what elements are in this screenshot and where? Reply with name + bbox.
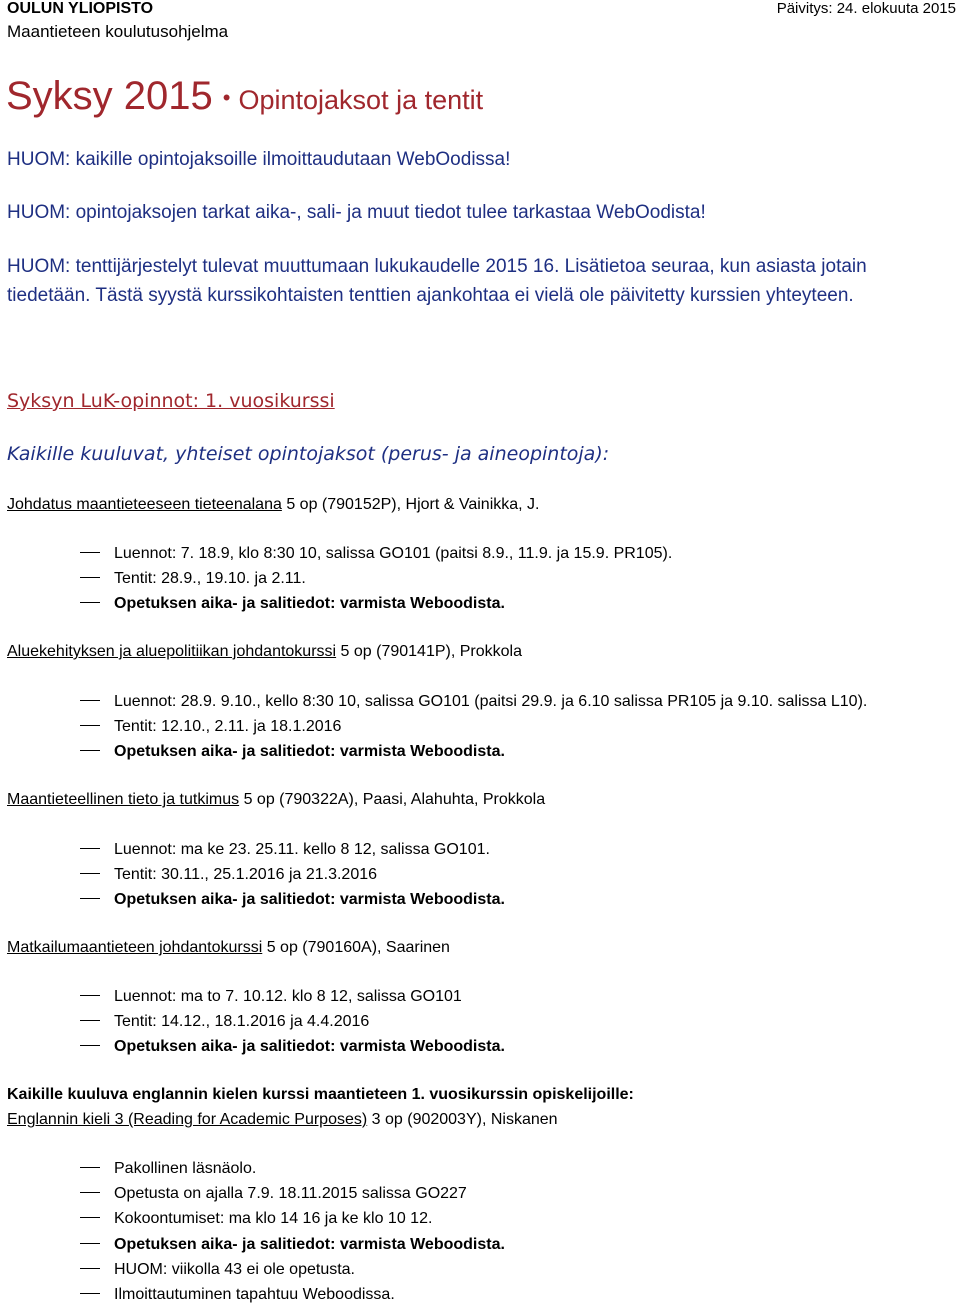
list-item: [80, 986, 462, 1008]
list-item-text: Opetuksen aika- ja salitiedot: varmista Weboodista.: [114, 595, 505, 612]
notice-enroll: HUOM: kaikille opintojaksoille ilmoittaudutaan WebOodissa!: [7, 149, 511, 170]
list-item-text: Luennot: 7. 18.9, klo 8:30 10, salissa GO101 (paitsi 8.9., 11.9. ja 15.9. PR105).: [114, 545, 673, 562]
list-item: [80, 1208, 433, 1230]
program-name: Maantieteen koulutusohjelma: [7, 22, 229, 41]
dash-bullet: [80, 848, 100, 849]
dash-bullet: [80, 750, 100, 751]
list-item: [80, 543, 673, 565]
dash-bullet: [80, 1167, 100, 1168]
list-item: [80, 1158, 257, 1180]
course-details: 5 op (790160A), Saarinen: [262, 939, 450, 956]
course-name: Matkailumaantieteen johdantokurssi: [7, 939, 263, 956]
course-details: 5 op (790141P), Prokkola: [336, 643, 522, 660]
dash-bullet: [80, 1020, 100, 1021]
dash-bullet: [80, 552, 100, 553]
dash-bullet: [80, 700, 100, 701]
title-bullet: •: [222, 85, 231, 110]
dash-bullet: [80, 873, 100, 874]
list-item: [80, 716, 342, 738]
course-name: Englannin kieli 3 (Reading for Academic Purposes): [7, 1111, 368, 1128]
notice-check-details: HUOM: opintojaksojen tarkat aika-, sali- ja muut tiedot tulee tarkastaa WebOodista!: [7, 202, 706, 223]
list-item: [80, 839, 490, 861]
english-heading: Kaikille kuuluva englannin kielen kurssi maantieteen 1. vuosikurssin opiskelijoille:: [7, 1086, 634, 1103]
list-item-text: Opetuksen aika- ja salitiedot: varmista Weboodista.: [114, 891, 505, 908]
notice-exam-changes: HUOM: tenttijärjestelyt tulevat muuttumaan lukukaudelle 2015 16. Lisätietoa seuraa, kun asiasta jotain tiedetään. Tästä syystä kurssikohtaisten tenttien ajankohtaa ei vielä ole päivitetty kurssien yhteyteen.: [7, 256, 867, 306]
dash-bullet: [80, 1045, 100, 1046]
title-main: Syksy 2015: [6, 74, 213, 118]
list-item-text: Luennot: ma to 7. 10.12. klo 8 12, salissa GO101: [114, 988, 462, 1005]
title-sub: Opintojaksot ja tentit: [238, 85, 484, 115]
dash-bullet: [80, 1268, 100, 1269]
list-item: [80, 1011, 370, 1033]
list-item: [80, 593, 505, 615]
list-item: [80, 568, 306, 590]
university-name: OULUN YLIOPISTO: [7, 0, 154, 17]
list-item-text: Tentit: 12.10., 2.11. ja 18.1.2016: [114, 718, 342, 735]
course-details: 5 op (790322A), Paasi, Alahuhta, Prokkola: [239, 791, 546, 808]
list-item-text: Ilmoittautuminen tapahtuu Weboodissa.: [114, 1286, 395, 1303]
dash-bullet: [80, 577, 100, 578]
list-item-text: Luennot: 28.9. 9.10., kello 8:30 10, salissa GO101 (paitsi 29.9. ja 6.10 salissa PR105 ja 9.10. salissa L10).: [114, 693, 868, 710]
course-title: [7, 1109, 558, 1131]
list-item-text: HUOM: viikolla 43 ei ole opetusta.: [114, 1261, 355, 1278]
section-heading: Syksyn LuK-opinnot: 1. vuosikurssi: [7, 390, 335, 412]
course-title: [7, 789, 545, 811]
list-item-text: Tentit: 28.9., 19.10. ja 2.11.: [114, 570, 306, 587]
course-name: Johdatus maantieteeseen tieteenalana: [7, 496, 282, 513]
list-item-text: Tentit: 30.11., 25.1.2016 ja 21.3.2016: [114, 866, 378, 883]
dash-bullet: [80, 1243, 100, 1244]
list-item: [80, 691, 868, 713]
dash-bullet: [80, 898, 100, 899]
list-item-text: Luennot: ma ke 23. 25.11. kello 8 12, salissa GO101.: [114, 841, 490, 858]
page-title: [6, 72, 483, 129]
list-item-text: Pakollinen läsnäolo.: [114, 1160, 257, 1177]
list-item-text: Tentit: 14.12., 18.1.2016 ja 4.4.2016: [114, 1013, 370, 1030]
course-title: [7, 937, 450, 959]
dash-bullet: [80, 602, 100, 603]
dash-bullet: [80, 1192, 100, 1193]
dash-bullet: [80, 1217, 100, 1218]
update-date: Päivitys: 24. elokuuta 2015: [776, 0, 956, 17]
course-name: Maantieteellinen tieto ja tutkimus: [7, 791, 240, 808]
dash-bullet: [80, 1293, 100, 1294]
list-item: [80, 1234, 505, 1256]
list-item-text: Opetuksen aika- ja salitiedot: varmista Weboodista.: [114, 1038, 505, 1055]
list-item: [80, 1036, 505, 1058]
subsection-heading: Kaikille kuuluvat, yhteiset opintojaksot (perus- ja aineopintoja):: [7, 443, 610, 465]
course-name: Aluekehityksen ja aluepolitiikan johdantokurssi: [7, 643, 337, 660]
list-item-text: Kokoontumiset: ma klo 14 16 ja ke klo 10 12.: [114, 1210, 433, 1227]
list-item: [80, 1183, 467, 1205]
list-item-text: Opetuksen aika- ja salitiedot: varmista Weboodista.: [114, 1236, 505, 1253]
list-item: [80, 864, 378, 886]
list-item-text: Opetuksen aika- ja salitiedot: varmista Weboodista.: [114, 743, 505, 760]
list-item-text: Opetusta on ajalla 7.9. 18.11.2015 salissa GO227: [114, 1185, 467, 1202]
list-item: [80, 889, 505, 911]
list-item: [80, 1259, 355, 1281]
course-details: 3 op (902003Y), Niskanen: [367, 1111, 558, 1128]
dash-bullet: [80, 995, 100, 996]
list-item: [80, 741, 505, 763]
course-details: 5 op (790152P), Hjort & Vainikka, J.: [281, 496, 540, 513]
list-item: [80, 1284, 395, 1306]
dash-bullet: [80, 725, 100, 726]
course-title: [7, 494, 539, 516]
course-title: [7, 641, 522, 663]
